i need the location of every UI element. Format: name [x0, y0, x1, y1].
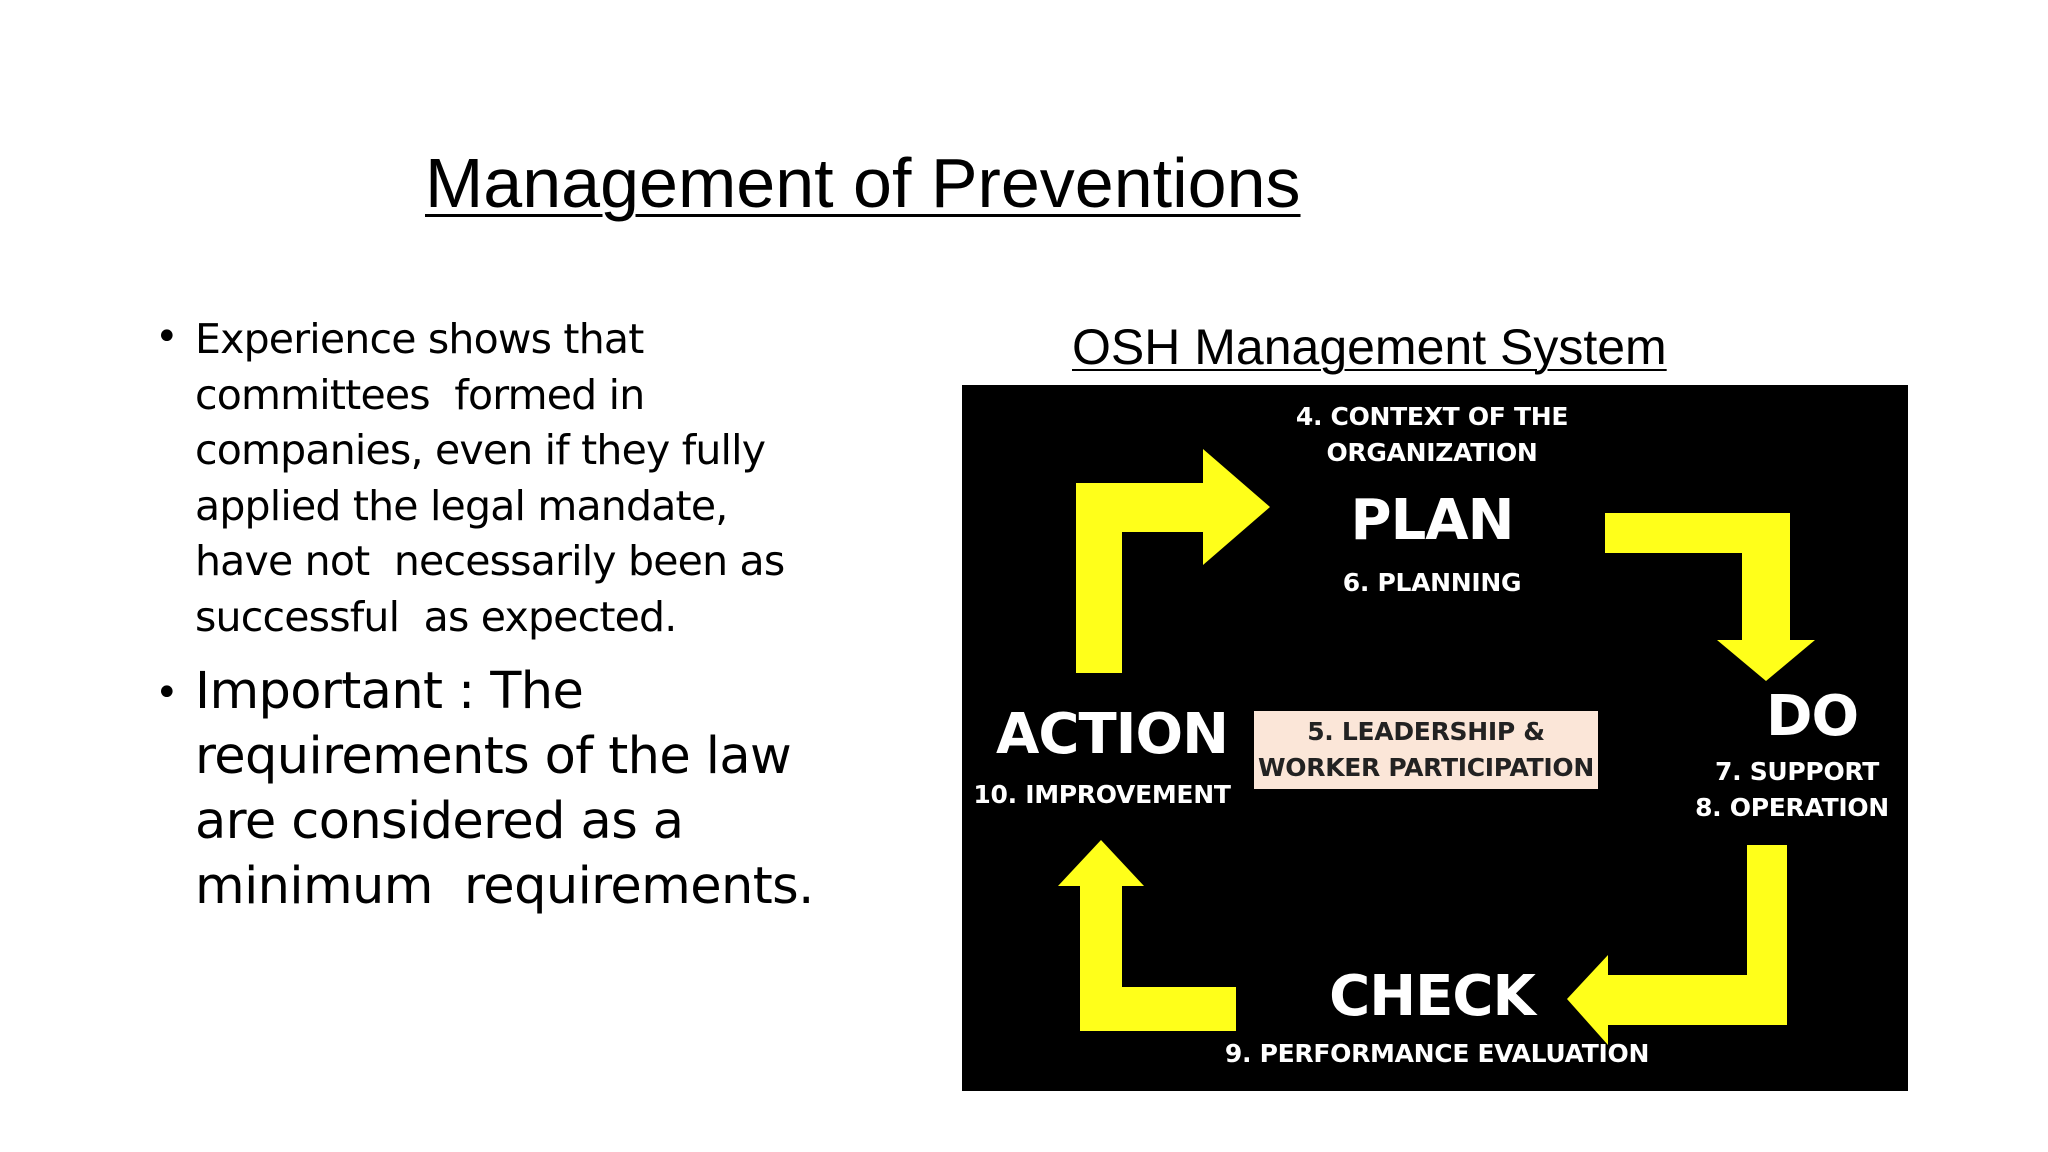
- bullet-text-line: are considered as a: [195, 792, 684, 851]
- plan-label: PLAN: [1350, 488, 1514, 553]
- plan-context-line1: 4. CONTEXT OF THE: [1295, 402, 1569, 431]
- arrow-do-to-check-icon: [1567, 845, 1787, 1045]
- plan-sub-label: 6. PLANNING: [1342, 568, 1522, 597]
- arrow-plan-to-do-icon: [1605, 513, 1815, 681]
- slide-title: Management of Preventions: [425, 144, 1301, 222]
- do-label: DO: [1765, 684, 1859, 749]
- bullet-text-line: Important : The: [195, 662, 584, 721]
- bullet-item-experience: [155, 312, 835, 645]
- diagram-title: OSH Management System: [1072, 319, 1667, 375]
- plan-context-line2: ORGANIZATION: [1326, 438, 1538, 467]
- check-label: CHECK: [1329, 964, 1535, 1029]
- bullet-text-line: requirements of the law: [195, 727, 792, 786]
- bullet-text-line: companies, even if they fully: [195, 426, 766, 474]
- bullet-text-line: successful as expected.: [195, 592, 677, 641]
- bullet-item-important: [155, 659, 835, 919]
- check-sub-label: 9. PERFORMANCE EVALUATION: [1224, 1039, 1650, 1068]
- pdca-diagram: [962, 385, 1908, 1091]
- bullet-dot-icon: •: [155, 670, 178, 716]
- bullet-text-line: committees formed in: [195, 370, 645, 419]
- action-sub-label: 10. IMPROVEMENT: [973, 780, 1231, 809]
- leadership-line2: WORKER PARTICIPATION: [1258, 753, 1594, 782]
- bullet-dot-icon: •: [155, 314, 178, 360]
- do-sub-label-2: 8. OPERATION: [1695, 793, 1889, 822]
- bullet-text-line: Experience shows that: [195, 315, 644, 363]
- action-label: ACTION: [996, 702, 1228, 767]
- leadership-line1: 5. LEADERSHIP &: [1307, 717, 1545, 746]
- bullet-list: [155, 312, 835, 919]
- bullet-text-line: minimum requirements.: [195, 857, 814, 916]
- arrow-check-to-action-icon: [1058, 840, 1236, 1031]
- leadership-box: [1254, 711, 1598, 789]
- arrow-action-to-plan-icon: [1076, 449, 1270, 673]
- bullet-text-line: applied the legal mandate,: [195, 481, 728, 530]
- do-sub-label-1: 7. SUPPORT: [1715, 757, 1879, 786]
- bullet-text-line: have not necessarily been as: [195, 537, 785, 585]
